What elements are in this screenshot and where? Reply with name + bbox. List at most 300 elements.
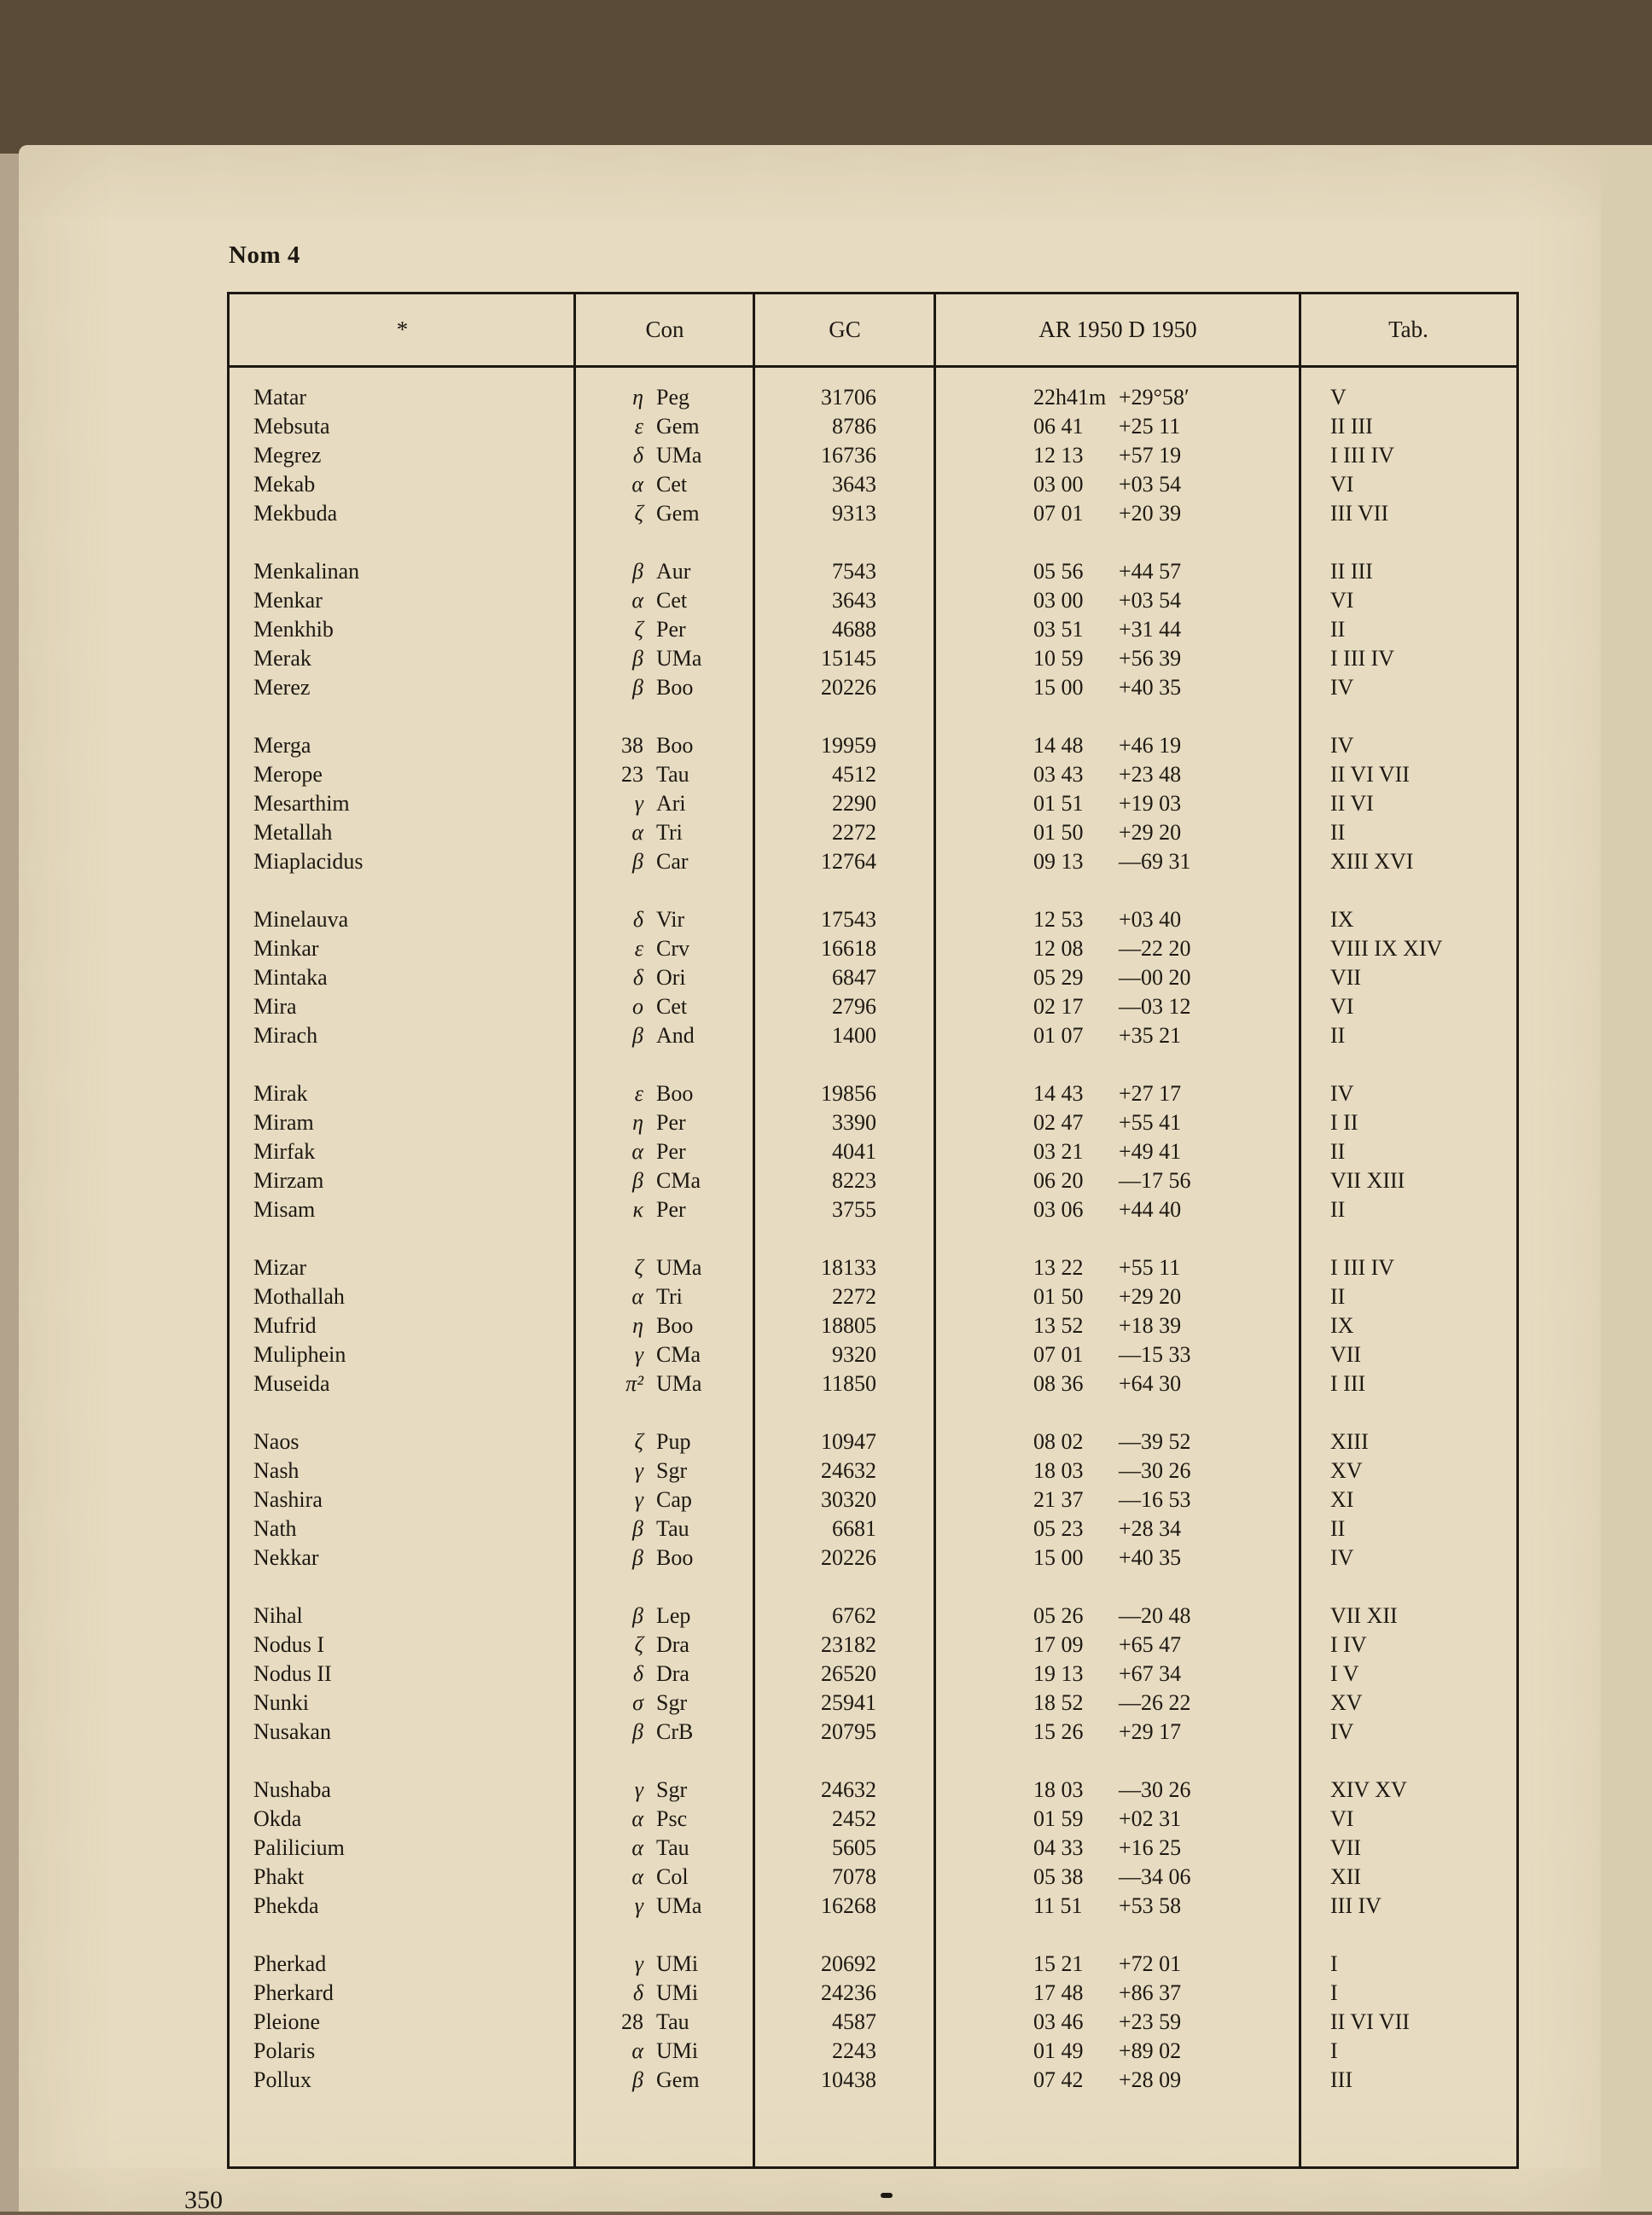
table-row	[230, 1195, 1516, 1224]
star-table	[227, 292, 1519, 2169]
declination: +46 19	[1119, 733, 1182, 758]
greek-letter: ο	[632, 994, 643, 1019]
constellation: Col	[656, 1864, 689, 1889]
constellation: Vir	[656, 907, 685, 932]
declination: +64 30	[1119, 1371, 1182, 1396]
greek-letter: β	[632, 1545, 643, 1570]
right-ascension: 12 13	[1033, 443, 1084, 468]
gc-number: 4041	[832, 1139, 876, 1164]
gc-number: 7078	[832, 1864, 876, 1889]
gc-number: 3643	[832, 472, 876, 497]
right-ascension: 06 41	[1033, 414, 1084, 439]
declination: +27 17	[1119, 1081, 1182, 1106]
declination: +55 11	[1119, 1255, 1181, 1280]
right-ascension: 03 21	[1033, 1139, 1084, 1164]
declination: +86 37	[1119, 1980, 1182, 2005]
right-ascension: 07 01	[1033, 501, 1084, 526]
star-name: Miram	[253, 1110, 314, 1135]
greek-letter: γ	[634, 1487, 643, 1512]
star-name: Mira	[253, 994, 297, 1019]
star-name: Museida	[253, 1371, 330, 1396]
gc-number: 2796	[832, 994, 876, 1019]
greek-letter: 38	[621, 733, 643, 758]
constellation: Sgr	[656, 1690, 688, 1715]
right-ascension: 22h41m	[1033, 385, 1107, 410]
constellation: UMa	[656, 1893, 702, 1918]
star-name: Mintaka	[253, 965, 328, 990]
table-header	[230, 294, 1516, 368]
tab-refs: IV	[1330, 1545, 1354, 1570]
gc-number: 2272	[832, 1284, 876, 1309]
greek-letter: σ	[632, 1690, 643, 1715]
greek-letter: β	[632, 1603, 643, 1628]
tab-refs: I	[1330, 1980, 1338, 2005]
declination: +44 40	[1119, 1197, 1182, 1222]
constellation: Per	[656, 1110, 686, 1135]
gc-number: 20795	[821, 1719, 876, 1744]
table-row	[230, 1805, 1516, 1834]
gc-number: 2243	[832, 2038, 876, 2063]
table-row	[230, 557, 1516, 586]
greek-letter: α	[631, 1806, 643, 1831]
tab-refs: XIII XVI	[1330, 849, 1414, 874]
gc-number: 3755	[832, 1197, 876, 1222]
gc-number: 16618	[821, 936, 876, 961]
right-ascension: 18 03	[1033, 1777, 1084, 1802]
star-name: Pherkad	[253, 1951, 327, 1976]
star-name: Okda	[253, 1806, 302, 1831]
tab-refs: VII	[1330, 1835, 1362, 1860]
right-ascension: 03 46	[1033, 2009, 1084, 2034]
constellation: Sgr	[656, 1777, 688, 1802]
tab-refs: VI	[1330, 994, 1354, 1019]
star-name: Mesarthim	[253, 791, 350, 816]
right-ascension: 01 07	[1033, 1023, 1084, 1048]
table-row	[230, 1631, 1516, 1660]
header-con: Con	[645, 317, 684, 342]
star-name: Polaris	[253, 2038, 316, 2063]
declination: —39 52	[1119, 1429, 1191, 1454]
tab-refs: VII	[1330, 1342, 1362, 1367]
table-row	[230, 1485, 1516, 1514]
declination: —30 26	[1119, 1458, 1191, 1483]
table-row	[230, 1427, 1516, 1456]
tab-refs: III IV	[1330, 1893, 1382, 1918]
table-row	[230, 905, 1516, 934]
star-name: Minelauva	[253, 907, 349, 932]
star-name: Naos	[253, 1429, 300, 1454]
greek-letter: ε	[634, 936, 643, 961]
greek-letter: β	[632, 1516, 643, 1541]
star-name: Nodus I	[253, 1632, 325, 1657]
constellation: Per	[656, 1139, 686, 1164]
tab-refs: III	[1330, 2067, 1352, 2092]
gc-number: 2452	[832, 1806, 876, 1831]
tab-refs: I III IV	[1330, 1255, 1395, 1280]
declination: —34 06	[1119, 1864, 1191, 1889]
constellation: Ari	[656, 791, 686, 816]
star-name: Muliphein	[253, 1342, 346, 1367]
star-name: Nekkar	[253, 1545, 319, 1570]
table-row	[230, 1602, 1516, 1631]
gc-number: 4587	[832, 2009, 876, 2034]
constellation: Dra	[656, 1632, 689, 1657]
greek-letter: α	[631, 588, 643, 613]
right-ascension: 18 52	[1033, 1690, 1084, 1715]
star-name: Menkhib	[253, 617, 334, 642]
declination: +89 02	[1119, 2038, 1182, 2063]
greek-letter: α	[631, 1864, 643, 1889]
greek-letter: γ	[634, 1342, 643, 1367]
star-name: Merak	[253, 646, 311, 671]
right-ascension: 01 49	[1033, 2038, 1084, 2063]
gc-number: 20226	[821, 675, 876, 700]
greek-letter: 28	[621, 2009, 643, 2034]
right-ascension: 03 00	[1033, 588, 1084, 613]
gc-number: 17543	[821, 907, 876, 932]
table-row	[230, 818, 1516, 847]
gc-number: 12764	[821, 849, 876, 874]
tab-refs: II VI VII	[1330, 2009, 1410, 2034]
star-name: Menkalinan	[253, 559, 360, 584]
constellation: Boo	[656, 1545, 694, 1570]
tab-refs: XII	[1330, 1864, 1362, 1889]
right-ascension: 10 59	[1033, 646, 1084, 671]
star-name: Misam	[253, 1197, 316, 1222]
gc-number: 24632	[821, 1777, 876, 1802]
table-row	[230, 1369, 1516, 1398]
gc-number: 1400	[832, 1023, 876, 1048]
tab-refs: VI	[1330, 588, 1354, 613]
gc-number: 31706	[821, 385, 876, 410]
star-name: Phekda	[253, 1893, 319, 1918]
star-name: Mebsuta	[253, 414, 330, 439]
table-row	[230, 1311, 1516, 1340]
header-tab: Tab.	[1388, 317, 1428, 342]
greek-letter: δ	[632, 1980, 643, 2005]
declination: +16 25	[1119, 1835, 1182, 1860]
gc-number: 20226	[821, 1545, 876, 1570]
tab-refs: VII XIII	[1330, 1168, 1405, 1193]
right-ascension: 02 17	[1033, 994, 1084, 1019]
star-name: Metallah	[253, 820, 333, 845]
greek-letter: ζ	[634, 1429, 643, 1454]
header-coordinates: AR 1950 D 1950	[1038, 317, 1197, 342]
greek-letter: η	[632, 385, 643, 410]
constellation: Cet	[656, 994, 688, 1019]
gc-number: 2290	[832, 791, 876, 816]
tab-refs: II VI	[1330, 791, 1374, 816]
table-row	[230, 1456, 1516, 1485]
gc-number: 6762	[832, 1603, 876, 1628]
right-ascension: 15 00	[1033, 675, 1084, 700]
table-row	[230, 644, 1516, 673]
gc-number: 23182	[821, 1632, 876, 1657]
constellation: Lep	[656, 1603, 691, 1628]
greek-letter: α	[631, 1139, 643, 1164]
gc-number: 25941	[821, 1690, 876, 1715]
right-ascension: 01 50	[1033, 820, 1084, 845]
constellation: Cap	[656, 1487, 692, 1512]
star-name: Mirak	[253, 1081, 308, 1106]
right-ascension: 14 48	[1033, 733, 1084, 758]
tab-refs: XI	[1330, 1487, 1354, 1512]
table-row	[230, 847, 1516, 876]
table-row	[230, 586, 1516, 615]
gc-number: 16268	[821, 1893, 876, 1918]
greek-letter: ζ	[634, 1255, 643, 1280]
declination: +19 03	[1119, 791, 1182, 816]
right-ascension: 18 03	[1033, 1458, 1084, 1483]
right-ascension: 13 22	[1033, 1255, 1084, 1280]
star-name: Mirach	[253, 1023, 318, 1048]
table-row	[230, 1950, 1516, 1979]
star-name: Merga	[253, 733, 311, 758]
table-row	[230, 1979, 1516, 2008]
table-row	[230, 1689, 1516, 1718]
gc-number: 20692	[821, 1951, 876, 1976]
tab-refs: V	[1330, 385, 1347, 410]
right-ascension: 03 06	[1033, 1197, 1084, 1222]
gc-number: 10947	[821, 1429, 876, 1454]
constellation: Boo	[656, 1081, 694, 1106]
right-ascension: 01 50	[1033, 1284, 1084, 1309]
tab-refs: II III	[1330, 414, 1373, 439]
star-name: Mirzam	[253, 1168, 324, 1193]
declination: +18 39	[1119, 1313, 1182, 1338]
declination: +31 44	[1119, 617, 1182, 642]
constellation: Per	[656, 617, 686, 642]
constellation: Crv	[656, 936, 689, 961]
star-name: Palilicium	[253, 1835, 345, 1860]
table-row	[230, 1137, 1516, 1166]
ink-mark	[881, 2193, 893, 2198]
gc-number: 6681	[832, 1516, 876, 1541]
right-ascension: 03 51	[1033, 617, 1084, 642]
table-row	[230, 1340, 1516, 1369]
gc-number: 8223	[832, 1168, 876, 1193]
gc-number: 6847	[832, 965, 876, 990]
declination: +03 54	[1119, 472, 1182, 497]
star-name: Mizar	[253, 1255, 307, 1280]
constellation: Tri	[656, 820, 683, 845]
table-row	[230, 992, 1516, 1021]
greek-letter: η	[632, 1110, 643, 1135]
star-name: Pleione	[253, 2009, 320, 2034]
greek-letter: α	[631, 472, 643, 497]
declination: +29°58′	[1119, 385, 1190, 410]
right-ascension: 07 01	[1033, 1342, 1084, 1367]
declination: +72 01	[1119, 1951, 1182, 1976]
table-row	[230, 2037, 1516, 2066]
star-name: Nath	[253, 1516, 297, 1541]
right-ascension: 08 36	[1033, 1371, 1084, 1396]
tab-refs: II	[1330, 1516, 1346, 1541]
right-ascension: 13 52	[1033, 1313, 1084, 1338]
tab-refs: I	[1330, 2038, 1338, 2063]
greek-letter: β	[632, 559, 643, 584]
constellation: UMa	[656, 1371, 702, 1396]
declination: +57 19	[1119, 443, 1182, 468]
constellation: Tau	[656, 762, 689, 787]
star-name: Nushaba	[253, 1777, 331, 1802]
constellation: Gem	[656, 501, 700, 526]
constellation: And	[656, 1023, 695, 1048]
star-name: Mufrid	[253, 1313, 317, 1338]
gc-number: 2272	[832, 820, 876, 845]
declination: +29 20	[1119, 1284, 1182, 1309]
declination: —20 48	[1119, 1603, 1191, 1628]
gc-number: 19856	[821, 1081, 876, 1106]
page-number: 350	[184, 2186, 223, 2214]
declination: —16 53	[1119, 1487, 1191, 1512]
declination: +03 40	[1119, 907, 1182, 932]
declination: —30 26	[1119, 1777, 1191, 1802]
constellation: UMa	[656, 646, 702, 671]
star-name: Nihal	[253, 1603, 303, 1628]
greek-letter: β	[632, 675, 643, 700]
declination: +29 17	[1119, 1719, 1182, 1744]
constellation: UMi	[656, 2038, 699, 2063]
constellation: Sgr	[656, 1458, 688, 1483]
gc-number: 24236	[821, 1980, 876, 2005]
greek-letter: κ	[632, 1197, 643, 1222]
constellation: Psc	[656, 1806, 688, 1831]
tab-refs: I III IV	[1330, 646, 1395, 671]
tab-refs: III VII	[1330, 501, 1389, 526]
tab-refs: IV	[1330, 1081, 1354, 1106]
table-row	[230, 1108, 1516, 1137]
right-ascension: 17 09	[1033, 1632, 1084, 1657]
right-ascension: 17 48	[1033, 1980, 1084, 2005]
star-name: Megrez	[253, 443, 322, 468]
greek-letter: γ	[634, 791, 643, 816]
table-row	[230, 963, 1516, 992]
constellation: Tau	[656, 1516, 689, 1541]
right-ascension: 02 47	[1033, 1110, 1084, 1135]
tab-refs: IX	[1330, 1313, 1354, 1338]
right-ascension: 12 08	[1033, 936, 1084, 961]
tab-refs: VII XII	[1330, 1603, 1398, 1628]
declination: +67 34	[1119, 1661, 1182, 1686]
gc-number: 8786	[832, 414, 876, 439]
right-ascension: 19 13	[1033, 1661, 1084, 1686]
greek-letter: γ	[634, 1777, 643, 1802]
tab-refs: II	[1330, 1197, 1346, 1222]
right-ascension: 12 53	[1033, 907, 1084, 932]
gc-number: 30320	[821, 1487, 876, 1512]
table-row	[230, 760, 1516, 789]
greek-letter: ζ	[634, 617, 643, 642]
table-row	[230, 1514, 1516, 1544]
constellation: Gem	[656, 414, 700, 439]
header-gc: GC	[829, 317, 861, 342]
constellation: Gem	[656, 2067, 700, 2092]
greek-letter: α	[631, 1284, 643, 1309]
tab-refs: XIII	[1330, 1429, 1369, 1454]
declination: —26 22	[1119, 1690, 1191, 1715]
table-row	[230, 499, 1516, 528]
gc-number: 18805	[821, 1313, 876, 1338]
declination: —17 56	[1119, 1168, 1191, 1193]
declination: +44 57	[1119, 559, 1182, 584]
constellation: Boo	[656, 1313, 694, 1338]
constellation: UMi	[656, 1980, 699, 2005]
greek-letter: ζ	[634, 501, 643, 526]
right-ascension: 01 59	[1033, 1806, 1084, 1831]
tab-refs: I IV	[1330, 1632, 1367, 1657]
right-ascension: 15 21	[1033, 1951, 1084, 1976]
right-ascension: 03 00	[1033, 472, 1084, 497]
tab-refs: I V	[1330, 1661, 1359, 1686]
declination: +65 47	[1119, 1632, 1182, 1657]
greek-letter: δ	[632, 965, 643, 990]
page-edge	[1601, 145, 1652, 2212]
star-name: Merez	[253, 675, 311, 700]
tab-refs: I II	[1330, 1110, 1358, 1135]
constellation: Cet	[656, 472, 688, 497]
constellation: CMa	[656, 1342, 701, 1367]
declination: +23 59	[1119, 2009, 1182, 2034]
table-row	[230, 1021, 1516, 1050]
table-row	[230, 383, 1516, 412]
constellation: CMa	[656, 1168, 701, 1193]
tab-refs: IV	[1330, 1719, 1354, 1744]
page-title: Nom 4	[229, 241, 300, 269]
star-name: Nashira	[253, 1487, 323, 1512]
gc-number: 19959	[821, 733, 876, 758]
right-ascension: 03 43	[1033, 762, 1084, 787]
declination: +20 39	[1119, 501, 1182, 526]
constellation: UMa	[656, 443, 702, 468]
tab-refs: I III	[1330, 1371, 1366, 1396]
constellation: Dra	[656, 1661, 689, 1686]
greek-letter: δ	[632, 443, 643, 468]
greek-letter: β	[632, 1168, 643, 1193]
tab-refs: II	[1330, 1139, 1346, 1164]
table-row	[230, 412, 1516, 441]
table-row	[230, 1166, 1516, 1195]
tab-refs: VI	[1330, 1806, 1354, 1831]
declination: —15 33	[1119, 1342, 1191, 1367]
right-ascension: 11 51	[1033, 1893, 1083, 1918]
tab-refs: IV	[1330, 733, 1354, 758]
table-row	[230, 934, 1516, 963]
declination: +28 09	[1119, 2067, 1182, 2092]
declination: +25 11	[1119, 414, 1181, 439]
right-ascension: 08 02	[1033, 1429, 1084, 1454]
right-ascension: 15 26	[1033, 1719, 1084, 1744]
gc-number: 3643	[832, 588, 876, 613]
right-ascension: 09 13	[1033, 849, 1084, 874]
constellation: Tau	[656, 1835, 689, 1860]
star-name: Pollux	[253, 2067, 311, 2092]
tab-refs: II	[1330, 617, 1346, 642]
gc-number: 4512	[832, 762, 876, 787]
tab-refs: II	[1330, 1023, 1346, 1048]
table-row	[230, 1660, 1516, 1689]
tab-refs: I	[1330, 1951, 1338, 1976]
gc-number: 4688	[832, 617, 876, 642]
star-name: Minkar	[253, 936, 319, 961]
tab-refs: I III IV	[1330, 443, 1395, 468]
declination: +53 58	[1119, 1893, 1182, 1918]
greek-letter: γ	[634, 1893, 643, 1918]
gc-number: 5605	[832, 1835, 876, 1860]
greek-letter: η	[632, 1313, 643, 1338]
tab-refs: XV	[1330, 1458, 1363, 1483]
table-row	[230, 1282, 1516, 1311]
